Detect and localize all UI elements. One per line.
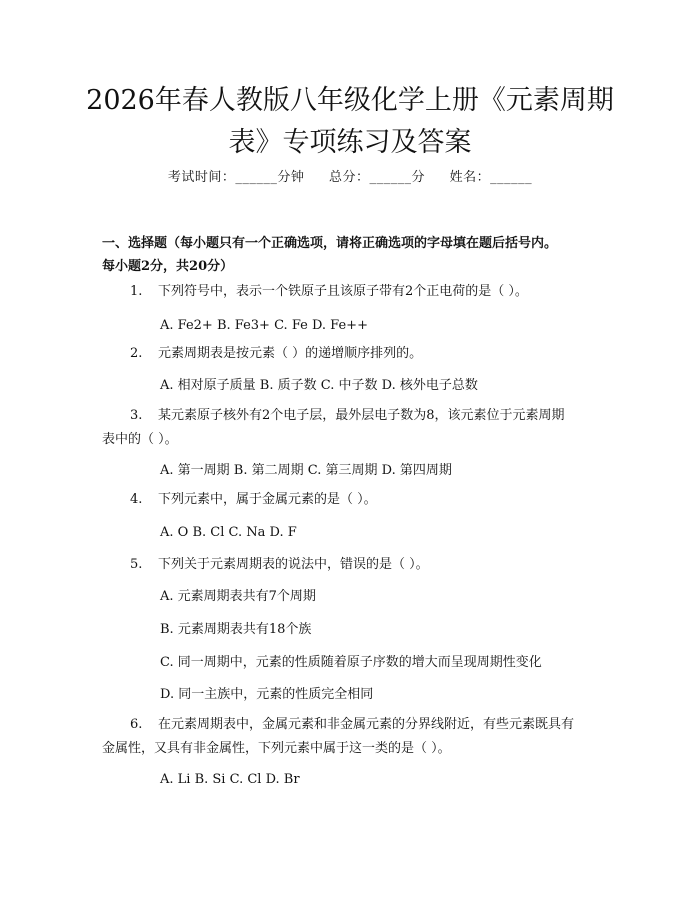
- question-text: 下列关于元素周期表的说法中，错误的是（ ）。: [158, 557, 429, 572]
- question-number: 4.: [130, 492, 143, 507]
- question-4: [102, 488, 602, 512]
- section-heading-line-2: 每小题2分，共20分）: [102, 259, 234, 274]
- exam-score: 总分：______分: [328, 170, 425, 185]
- question-text-line-1: 在元素周期表中，金属元素和非金属元素的分界线附近，有些元素既具有: [158, 717, 575, 732]
- question-number: 6.: [130, 717, 143, 732]
- question-text-line-2: 金属性，又具有非金属性，下列元素中属于这一类的是（ ）。: [102, 741, 451, 756]
- question-5-option-b: B. 元素周期表共有18个族: [160, 622, 312, 637]
- question-text-line-1: 某元素原子核外有2个电子层，最外层电子数为8，该元素位于元素周期: [158, 408, 565, 423]
- question-5-option-c: C. 同一周期中，元素的性质随着原子序数的增大而呈现周期性变化: [160, 655, 542, 670]
- question-5-option-a: A. 元素周期表共有7个周期: [160, 589, 316, 604]
- section-heading-line-1: 一、选择题（每小题只有一个正确选项，请将正确选项的字母填在题后括号内。: [102, 236, 558, 251]
- title-line-1: 2026年春人教版八年级化学上册《元素周期: [86, 85, 614, 116]
- question-text: 下列元素中，属于金属元素的是（ ）。: [158, 492, 377, 507]
- question-2-options: A. 相对原子质量 B. 质子数 C. 中子数 D. 核外电子总数: [160, 378, 478, 393]
- question-3-options: A. 第一周期 B. 第二周期 C. 第三周期 D. 第四周期: [160, 463, 452, 478]
- question-6-options: A. Li B. Si C. Cl D. Br: [160, 772, 300, 787]
- question-3: [102, 404, 602, 452]
- question-6: [102, 713, 602, 761]
- question-number: 2.: [130, 346, 143, 361]
- question-number: 3.: [130, 408, 143, 423]
- question-number: 5.: [130, 557, 143, 572]
- title-line-2: 表》专项练习及答案: [228, 127, 472, 158]
- question-2: [102, 342, 602, 366]
- question-4-options: A. O B. Cl C. Na D. F: [160, 525, 297, 540]
- question-5: [102, 553, 602, 577]
- question-1: [102, 280, 602, 304]
- question-number: 1.: [130, 284, 143, 299]
- question-5-option-d: D. 同一主族中，元素的性质完全相同: [160, 687, 374, 702]
- question-text: 下列符号中，表示一个铁原子且该原子带有2个正电荷的是（ ）。: [158, 284, 528, 299]
- question-text: 元素周期表是按元素（ ）的递增顺序排列的。: [158, 346, 423, 361]
- exam-meta: [0, 166, 700, 185]
- student-name: 姓名：______: [449, 170, 533, 185]
- question-text-line-2: 表中的（ ）。: [102, 432, 178, 447]
- page-title: [60, 80, 640, 164]
- section-heading: [102, 232, 602, 278]
- exam-time: 考试时间：______分钟: [167, 170, 305, 185]
- question-1-options: A. Fe2+ B. Fe3+ C. Fe D. Fe++: [160, 318, 368, 333]
